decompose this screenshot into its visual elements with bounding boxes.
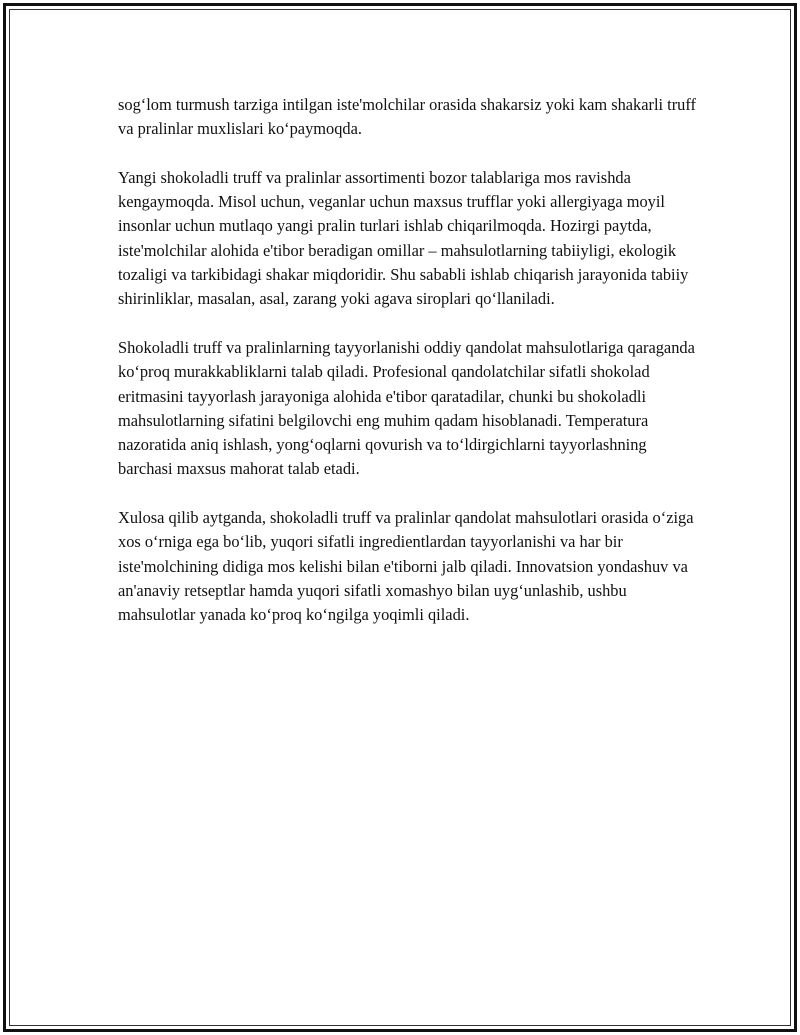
document-body xyxy=(118,93,698,628)
paragraph-1: sog‘lom turmush tarziga intilgan iste'molchilar orasida shakarsiz yoki kam shakarli truff va pralinlar muxlislari ko‘paymoqda. xyxy=(118,95,697,139)
paragraph-2: Yangi shokoladli truff va pralinlar assortimenti bozor talablariga mos ravishda kengaymoqda. Misol uchun, veganlar uchun maxsus trufflar yoki allergiyaga moyil insonlar uchun mutlaqo yangi pralin turlari ishlab chiqarilmoqda. Hozirgi paytda, iste'molchilar alohida e'tibor beradigan omillar – mahsulotlarning tabiiyligi, ekologik tozaligi va tarkibidagi shakar miqdoridir. Shu sababli ishlab chiqarish jarayonida tabiiy shirinliklar, masalan, asal, zarang yoki agava siroplari qo‘llaniladi. xyxy=(118,167,689,309)
paragraph-4: Xulosa qilib aytganda, shokoladli truff va pralinlar qandolat mahsulotlari orasida o‘ziga xos o‘rniga ega bo‘lib, yuqori sifatli ingredientlardan tayyorlanishi va har bir iste'molchining didiga mos kelishi bilan e'tiborni jalb qiladi. Innovatsion yondashuv va an'anaviy retseptlar hamda yuqori sifatli xomashyo bilan uyg‘unlashib, ushbu mahsulotlar yanada ko‘proq ko‘ngilga yoqimli qiladi. xyxy=(118,508,694,625)
paragraph-3: Shokoladli truff va pralinlarning tayyorlanishi oddiy qandolat mahsulotlariga qaraganda ko‘proq murakkabliklarni talab qiladi. Profesional qandolatchilar sifatli shokolad eritmasini tayyorlash jarayoniga alohida e'tibor qaratadilar, chunki bu shokoladli mahsulotlarning sifatini belgilovchi eng muhim qadam hisoblanadi. Temperatura nazoratida aniq ishlash, yong‘oqlarni qovurish va to‘ldirgichlarni tayyorlashning barchasi maxsus mahorat talab etadi. xyxy=(118,337,695,479)
